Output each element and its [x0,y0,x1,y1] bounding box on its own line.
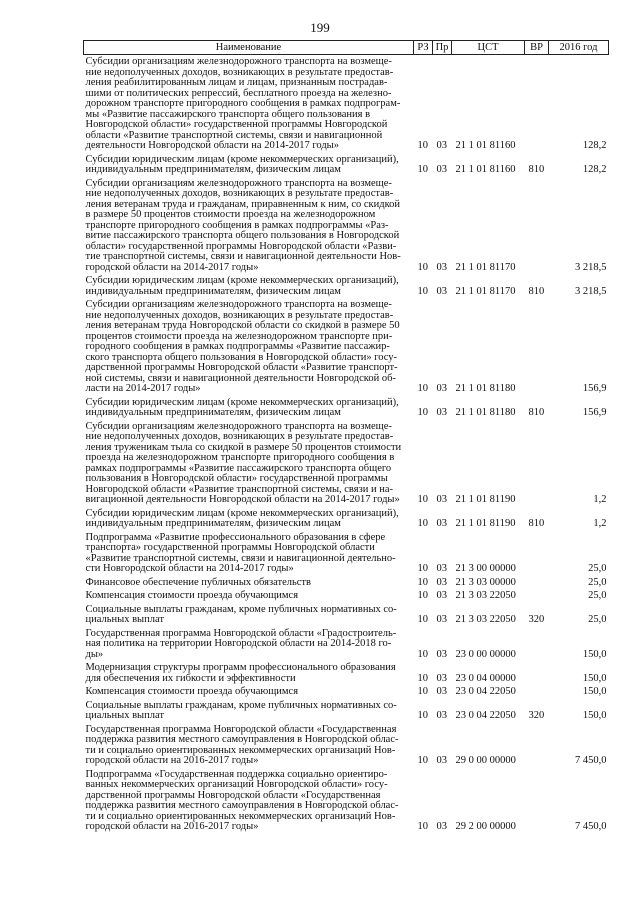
row-vr: 810 [528,518,545,529]
table-row [84,661,609,685]
table-row [84,768,609,834]
row-value: 3 218,5 [575,285,607,297]
table-body [84,55,609,834]
table-header-row [84,41,609,55]
row-cst: 29 0 00 00000 [455,755,516,766]
row-rz: 10 [417,285,428,297]
row-pr: 03 [436,285,447,297]
row-name: Социальные выплаты гражданам, кроме публичных нормативных со- циальных выплат [85,699,397,721]
row-pr: 03 [436,261,447,273]
row-pr: 03 [436,518,447,529]
table-row [84,685,609,699]
row-cst: 21 1 01 81170 [455,285,516,297]
row-vr [525,723,549,768]
page-number: 199 [310,20,330,35]
row-name: Подпрограмма «Государственная поддержка социально ориентиро- ванных некоммерческих организаций Новгородской области» госу- дарственной программы Новгородской области «Государственная поддержка развития местного самоуправления в Новгородской облас- ти и социально ориентированных некоммерческих организаций Нов- городской области на 2016-2017 годы» [85,768,399,832]
row-vr [525,576,549,590]
table-row [84,723,609,768]
row-name: Социальные выплаты гражданам, кроме публичных нормативных со- циальных выплат [85,603,397,625]
row-value: 150,0 [582,672,607,684]
row-vr [525,531,549,576]
row-name: Модернизация структуры программ профессионального образования для обеспечения их гибкости и эффективности [85,662,396,684]
row-vr: 810 [528,164,545,175]
row-vr [525,177,549,275]
row-name: Субсидии юридическим лицам (кроме некоммерческих организаций), индивидуальным предпринимателям, физическим лицам [85,153,399,175]
row-pr: 03 [436,164,447,175]
row-rz: 10 [417,686,428,697]
header-name: Наименование [84,41,414,55]
row-cst: 21 1 01 81180 [455,407,516,418]
row-cst: 23 0 00 00000 [455,648,516,660]
row-vr: 320 [528,614,545,625]
row-vr [525,627,549,662]
row-cst: 21 3 03 00000 [455,576,516,588]
row-value: 7 450,0 [575,821,607,832]
row-pr: 03 [436,821,447,832]
header-year: 2016 год [549,41,609,55]
row-name: Подпрограмма «Развитие профессионального образования в сфере транспорта» государственной программы Новгородской области «Развитие транспортной системы, связи и навигационной деятельно- сти Новгородской области на 2014-2017 годы» [85,531,396,574]
table-row [84,298,609,396]
row-cst: 23 0 04 00000 [455,672,516,684]
row-value: 1,2 [593,494,607,505]
table-row [84,55,609,153]
row-pr: 03 [436,563,447,574]
row-name: Субсидии организациям железнодорожного транспорта на возмеще- ние недополученных доходов, возникающих в результате предостав- ления ветеранам труда и гражданам, приравненным к ним, со скидкой в размере 50 процентов стоимости проезда на железнодорожном транспорте пригородного сообщения в рамках подпрограммы «Раз- витие пассажирского транспорта общего пользования в Новгородской области» государственной программы Новгородской области «Разви- тие транспортной системы, связи и навигационной деятельности Нов- городской области на 2014-2017 годы» [85,177,401,273]
row-cst: 23 0 04 22050 [455,710,516,721]
row-name: Государственная программа Новгородской области «Государственная поддержка развития местного самоуправления в Новгородской облас- ти и социально ориентированных некоммерческих организаций Нов- городской области на 2016-2017 годы» [85,723,399,766]
row-name: Субсидии юридическим лицам (кроме некоммерческих организаций), индивидуальным предпринимателям, физическим лицам [85,507,399,529]
row-pr: 03 [436,407,447,418]
row-value: 150,0 [582,710,607,721]
header-cst: ЦСТ [452,41,525,55]
row-value: 7 450,0 [575,755,607,766]
row-value: 25,0 [588,614,607,625]
header-rz: РЗ [414,41,433,55]
row-rz: 10 [417,407,428,418]
row-value: 128,2 [582,164,607,175]
row-value: 128,2 [582,140,607,151]
table-row [84,699,609,723]
row-value: 25,0 [588,590,607,601]
row-pr: 03 [436,648,447,660]
row-rz: 10 [417,710,428,721]
table-row [84,420,609,507]
row-cst: 21 1 01 81170 [455,261,516,273]
row-rz: 10 [417,672,428,684]
row-pr: 03 [436,576,447,588]
row-name: Субсидии организациям железнодорожного транспорта на возмеще- ние недополученных доходов, возникающих в результате предостав- ления ветеранам труда Новгородской области со скидкой в размере 50 процентов стоимости проезда на железнодорожном транспорте при- городного сообщения в рамках подпрограммы «Развитие пассажир- ского транспорта общего пользования в Новгородской области» госу- дарственной программы Новгородской области «Развитие транспорт- ной системы, связи и навигационной деятельности Новгородской об- ласти на 2014-2017 годы» [85,299,400,394]
row-vr [525,685,549,699]
row-vr [525,589,549,603]
row-rz: 10 [417,383,428,394]
table-row [84,396,609,420]
budget-table [83,40,609,834]
row-rz: 10 [417,614,428,625]
row-cst: 29 2 00 00000 [455,821,516,832]
table-row [84,507,609,531]
row-rz: 10 [417,164,428,175]
row-name: Компенсация стоимости проезда обучающимся [85,590,299,601]
table-row [84,627,609,662]
row-rz: 10 [417,590,428,601]
table-row [84,589,609,603]
header-vr: ВР [525,41,549,55]
row-pr: 03 [436,614,447,625]
row-name: Субсидии юридическим лицам (кроме некоммерческих организаций), индивидуальным предпринимателям, физическим лицам [85,275,399,297]
table-row [84,274,609,298]
row-vr: 810 [528,285,545,297]
row-cst: 21 3 00 00000 [455,563,516,574]
row-pr: 03 [436,140,447,151]
row-pr: 03 [436,755,447,766]
row-rz: 10 [417,494,428,505]
row-vr: 320 [528,710,545,721]
row-value: 156,9 [582,407,607,418]
row-rz: 10 [417,563,428,574]
row-cst: 21 3 03 22050 [455,614,516,625]
row-value: 25,0 [588,576,607,588]
table-row [84,531,609,576]
row-cst: 21 3 03 22050 [455,590,516,601]
row-value: 156,9 [582,383,607,394]
row-rz: 10 [417,576,428,588]
row-rz: 10 [417,261,428,273]
row-value: 3 218,5 [575,261,607,273]
row-vr [525,420,549,507]
row-name: Государственная программа Новгородской области «Градостроитель- ная политика на территории Новгородской области на 2014-2018 го- ды» [85,627,397,660]
row-pr: 03 [436,494,447,505]
row-value: 25,0 [588,563,607,574]
row-pr: 03 [436,383,447,394]
row-vr [525,298,549,396]
row-pr: 03 [436,710,447,721]
row-name: Субсидии юридическим лицам (кроме некоммерческих организаций), индивидуальным предпринимателям, физическим лицам [85,396,399,418]
row-pr: 03 [436,590,447,601]
row-cst: 21 1 01 81160 [455,140,516,151]
table-row [84,576,609,590]
row-name: Финансовое обеспечение публичных обязательств [85,576,311,588]
row-name: Субсидии организациям железнодорожного транспорта на возмеще- ние недополученных доходов, возникающих в результате предостав- ления реабилитированным лицам и лицам, признанным пострадав- шими от политических репрессий, бесплатного проезда на железно- дорожном транспорте пригородного сообщения в рамках подпрограм- мы «Развитие пассажирского транспорта общего пользования в Новгородской области» государственной программы Новгородской области «Развитие транспортной системы, связи и навигационной деятельности Новгородской области на 2014-2017 годы» [85,56,401,151]
row-name: Компенсация стоимости проезда обучающимся [85,686,299,697]
row-pr: 03 [436,686,447,697]
row-cst: 23 0 04 22050 [455,686,516,697]
row-vr: 810 [528,407,545,418]
row-cst: 21 1 01 81160 [455,164,516,175]
header-pr: Пр [433,41,452,55]
row-rz: 10 [417,518,428,529]
row-rz: 10 [417,755,428,766]
row-value: 150,0 [582,648,607,660]
row-name: Субсидии организациям железнодорожного транспорта на возмеще- ние недополученных доходов, возникающих в результате предостав- ления труженикам тыла со скидкой в размере 50 процентов стоимости проезда на железнодорожном транспорте пригородного сообщения в рамках подпрограммы «Развитие пассажирского транспорта общего пользования в Новгородской области» государственной программы Новгородской области «Развитие транспортной системы, связи и на- вигационной деятельности Новгородской области на 2014-2017 годы» [85,420,402,505]
row-pr: 03 [436,672,447,684]
row-vr [525,768,549,834]
table-row [84,177,609,275]
row-rz: 10 [417,821,428,832]
row-cst: 21 1 01 81190 [455,494,516,505]
table-row [84,603,609,627]
row-rz: 10 [417,140,428,151]
row-value: 1,2 [593,518,607,529]
row-rz: 10 [417,648,428,660]
row-vr [525,661,549,685]
row-vr [525,55,549,153]
row-cst: 21 1 01 81180 [455,383,516,394]
row-cst: 21 1 01 81190 [455,518,516,529]
table-row [84,153,609,177]
row-value: 150,0 [582,686,607,697]
